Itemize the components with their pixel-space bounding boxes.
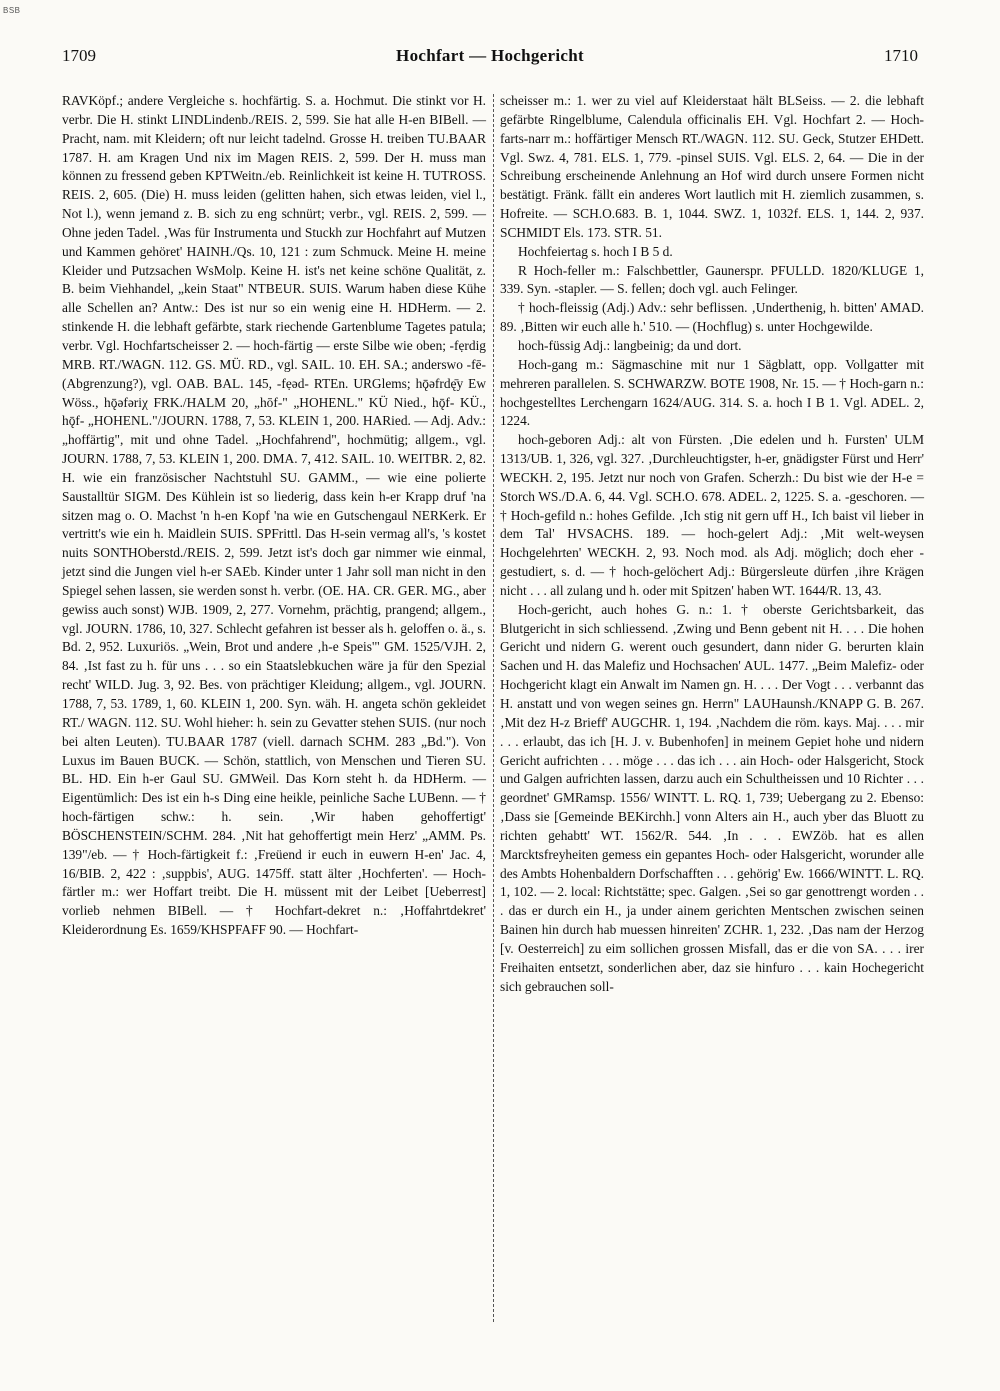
page-number-right: 1710 [884, 46, 918, 65]
left-column [62, 92, 486, 940]
entry-paragraph: RAVKöpf.; andere Vergleiche s. hochfärtig. S. a. Hochmut. Die stinkt vor H. verbr. Die H. stinkt LINDLindenb./REIS. 2, 599. Sie hat alle H-en BIBell. — Pracht, nam. mit Kleidern; oft nur leicht tadelnd. Grosse H. treiben TU.BAAR 1787. H. am Kragen Und nix im Magen REIS. 2, 599. Der H. muss man können zu fressend geben KPTWeitn./eb. Reinlichkeit ist keine H. TUTROSS. REIS. 2, 605. (Die) H. muss leiden (gelitten hahen, sich etwas leiden, viel l., Not l.), wenn jemand z. B. sich zu eng schnürt; verbr., vgl. REIS. 2, 599. — Ohne jeden Tadel. ‚Was für Instrumenta und Stuckh zur Hochfahrt auf Mutzen und Kammen gehöret' HAINH./Qs. 10, 121 : zum Schmuck. Meine H. meine Kleider und Putzsachen WsMolp. Keine H. ist's net keine schöne Qualität, z. B. beim Viehhandel, „kein Staat" NTBEUR. SUIS. Warum haben diese Kühe alle Schellen an? Antw.: Des ist nur so ein wenig eine H. HDHerm. — 2. stinkende H. die lebhaft gefärbte, stark riechende Gartenblume Tagetes patula; verbr. Vgl. Hochfartscheisser 2. — hoch-färtig — erste Silbe wie oben; -fẹrdig MRB. RT./WAGN. 112. GS. MÜ. RD., vgl. SAIL. 10. EH. SA.; anderswo -fē- (Abgrenzung?), vgl. OAB. BAL. 145, -fẹəd- RTEn. URGlems; hǭəfrdę̄y Ew Wöss., hǭəfəriχ FRK./HALM 20, „hōf-" „HOHENL." KÜ Nied., hǭf- KÜ., hǭf- „HOHENL."/JOURN. 1788, 7, 53. KLEIN 1, 200. HARied. — Adj. Adv.: „hoffärtig", mit und ohne Tadel. „Hochfahrend", hochmütig; allgem., vgl. JOURN. 1788, 7, 53. KLEIN 1, 200. DMA. 7, 412. SAIL. 10. WEITBR. 2, 82. H. wie ein französischer Nachtstuhl SU. GAMM., — wie eine polierte Saustalltür SIGM. Des Kühlein ist so liederig, dass kein h-er Krapp druf 'na sitzen mag o. O. Machst 'n h-en Kopf 'na wie en Gutschengaul NERKerk. Er vertritt's wie ein h. Maidlein SUIS. SPFrittl. Das H-sein vermag all's, 's kostet nuits SONTHOberstd./REIS. 2, 599. Jetzt ist's doch gar nimmer wie einmal, jetzt sind die Jungen viel h-er SAEb. Kinder unter 1 Jahr soll man nicht in den Spiegel sehen lassen, sie werden sonst h. verbr. (OE. HA. CR. GER. MG., aber gewiss auch sonst) WJB. 1909, 2, 277. Vornehm, prächtig, prangend; allgem., vgl. JOURN. 1786, 10, 327. Schlecht gefahren ist besser als h. geloffen o. ä., s. Bd. 2, 952. Luxuriös. „Wein, Brot und andere ‚h-e Speis'" GM. 1525/VJH. 2, 84. ‚Ist fast zu h. für uns . . . so ein Staatslebkuchen wäre ja für den Spezial recht' WILD. Jug. 3, 92. Bes. von prächtiger Kleidung; allgem., vgl. JOURN. 1788, 7, 53. 1789, 1, 60. KLEIN 1, 200. Syn. wäh. H. angeta schön gekleidet RT./ WAGN. 112. SU. Wohl hieher: h. sein zu Gevatter stehen SUIS. (nur noch bei alten Leuten). TU.BAAR 1787 (viell. darnach SCHM. 283 „Bd."). Von Luxus im Bauen BUCK. — Schön, stattlich, von Menschen und Tieren SU. BL. HD. Ein h-er Gaul SU. GMWeil. Das Korn steht h. da HDHerm. — Eigentümlich: Des ist ein h-s Ding eine heikle, peinliche Sache LUBenn. — † hoch-färtigen schw.: h. sein. ‚Wir haben gehoffertigt' BÖSCHENSTEIN/SCHM. 284. ‚Nit hat gehoffertigt mein Herz' „AMM. Ps. 139"/eb. — † Hoch-färtigkeit f.: ‚Freüend ir euch in euwern H-en' Jac. 4, 16/BIB. 2, 422 : ‚suppbis', AUG. 1475ff. statt älter ‚Hochferten'. — Hoch-färtler m.: wer Hoffart treibt. Die H. müssent mit der Leibet [Ueberrest] vorlieb nehmen BIBell. — † Hochfart-dekret n.: ‚Hoffahrtdekret' Kleiderordnung Es. 1659/KHSPFAFF 90. — Hochfart- [62, 93, 486, 938]
page-title: Hochfart — Hochgericht [396, 46, 584, 65]
entry-hoch-feller: R Hoch-feller m.: Falschbettler, Gaunerspr. PFULLD. 1820/KLUGE 1, 339. Syn. -stapler. — S. fellen; doch vgl. auch Felinger. [500, 262, 924, 297]
column-divider [493, 94, 494, 1322]
entry-hoch-fuessig: hoch-füssig Adj.: langbeinig; da und dort. [518, 337, 742, 353]
entry-paragraph: scheisser m.: 1. wer zu viel auf Kleiderstaat hält BLSeiss. — 2. die lebhaft gefärbte Ringelblume, Calendula officinalis EH. Vgl. Hochfart 2. — Hoch-farts-narr m.: hoffärtiger Mensch RT./WAGN. 112. SU. Geck, Stutzer EHDett. Vgl. Swz. 4, 781. ELS. 1, 779. -pinsel SUIS. Vgl. ELS. 2, 64. — Die in der Schreibung erscheinende Anlehnung an Hof wird durch unsere Formen nicht bestätigt. Fränk. fällt ein anderes Wort lautlich mit H. ziemlich zusammen, s. Hofreite. — SCH.O.683. B. 1, 1044. SWZ. 1, 1032f. ELS. 1, 144. 2, 937. SCHMIDT Els. 173. STR. 51. [500, 93, 924, 240]
entry-hoch-gang: Hoch-gang m.: Sägmaschine mit nur 1 Sägblatt, opp. Vollgatter mit mehreren parallelen. S. SCHWARZW. BOTE 1908, Nr. 15. — † Hoch-garn n.: hochgestelltes Lerchengarn 1624/AUG. 314. S. a. hoch I B 1. Vgl. ADEL. 2, 1224. [500, 356, 924, 429]
entry-hoch-geboren: hoch-geboren Adj.: alt von Fürsten. ‚Die edelen und h. Fursten' ULM 1313/UB. 1, 326, vgl. 327. ‚Durchleuchtigster, h-er, gnädigster Fürst und Herr' WECKH. 2, 195. Jetzt nur noch von Grafen. Scherzh.: Du bist wie der H-e = Storch WS./D.A. 6, 44. Vgl. SCH.O. 678. ADEL. 2, 1225. S. a. -geschoren. — † Hoch-gefild n.: hohes Gefilde. ‚Ich stig nit gern uff H., Ich baist vil lieber in dem Tal' HVSACHS. 189. — hoch-gelert Adj.: ‚Mit welt-weysen Hochgelehrten' WECKH. 2, 93. Noch mod. als Adj. möglich; doch eher -gestudiert, s. d. — † hoch-gelöchert Adj.: Bürgersleute dürfen ‚ihre Krägen nicht . . . all zulang und h. oder mit Spitzen' haben WT. 1644/R. 13, 43. [500, 432, 924, 598]
right-column [500, 92, 924, 997]
page-number-left: 1709 [62, 46, 96, 65]
page-header [62, 46, 918, 70]
entry-hoch-fleissig: † hoch-fleissig (Adj.) Adv.: sehr beflissen. ‚Underthenig, h. bitten' AMAD. 89. ‚Bitten wir euch alle h.' 510. — (Hochflug) s. unter Hochgewilde. [500, 300, 924, 335]
entry-hochfeiertag: Hochfeiertag s. hoch I B 5 d. [518, 243, 673, 259]
entry-hoch-gericht: Hoch-gericht, auch hohes G. n.: 1. † oberste Gerichtsbarkeit, das Blutgericht in sich schliessend. ‚Zwing und Benn gebent nit H. . . . Die hohen Gericht und nidern G. werent ouch gesundert, dann nider G. berurten klain Sachen und H. das Malefiz und Hochsachen' AUL. 1477. „Beim Malefiz- oder Hochgericht klagt ein Anwalt im Namen gn. H. . . . Der Vogt . . . verbannt das H. anstatt und von wegen seines gn. Herrn" LAUHaunsh./KNAPP G. B. 267. ‚Mit dez H-z Brieff' AUGCHR. 1, 194. ‚Nachdem die röm. kays. Maj. . . . mir . . . erlaubt, das ich [H. J. v. Bubenhofen] in meinem Gepiet hohe und nidern Gericht aufrichten . . . möge . . . das ich . . . ain Hoch- oder Halsgericht, Stock und Galgen aufrichten lassen, darzu auch ein Schultheissen und 10 Richter . . . geordnet' GMRamsp. 1556/ WINTT. L. RQ. 1, 739; Uebergang zu 2. Ebenso: ‚Dass sie [Gemeinde BEKirchh.] vonn Alters ain H., auch yber das Bluott zu richten gehabtt' WT. 1562/R. 544. ‚In . . . EWZöb. hat es allen Marcktsfreyheiten gemess ein gepantes Hoch- oder Halsgericht, worunder alle des Ambts Hohenbaldern Dorfschafften . . . gehörig' Ew. 1666/WINTT. L. RQ. 1, 102. — 2. local: Richtstätte; spec. Galgen. ‚Sei so gar genottrengt worden . . . das er durch ein H., ja under ainem gerichten Mentschen zwischen seinen Bainen hin durch hab muessen hinreiten' ZCHR. 1, 232. ‚Das nam der Herzog [v. Oesterreich] zu eim sollichen grossen Misfall, das er die von SA. . . . irer Freihaiten entsetzt, sonderlichen aber, daz sie hinfuro . . . kain Hochegericht sich gebrauchen soll- [500, 601, 924, 994]
library-stamp: BSB [3, 6, 21, 15]
